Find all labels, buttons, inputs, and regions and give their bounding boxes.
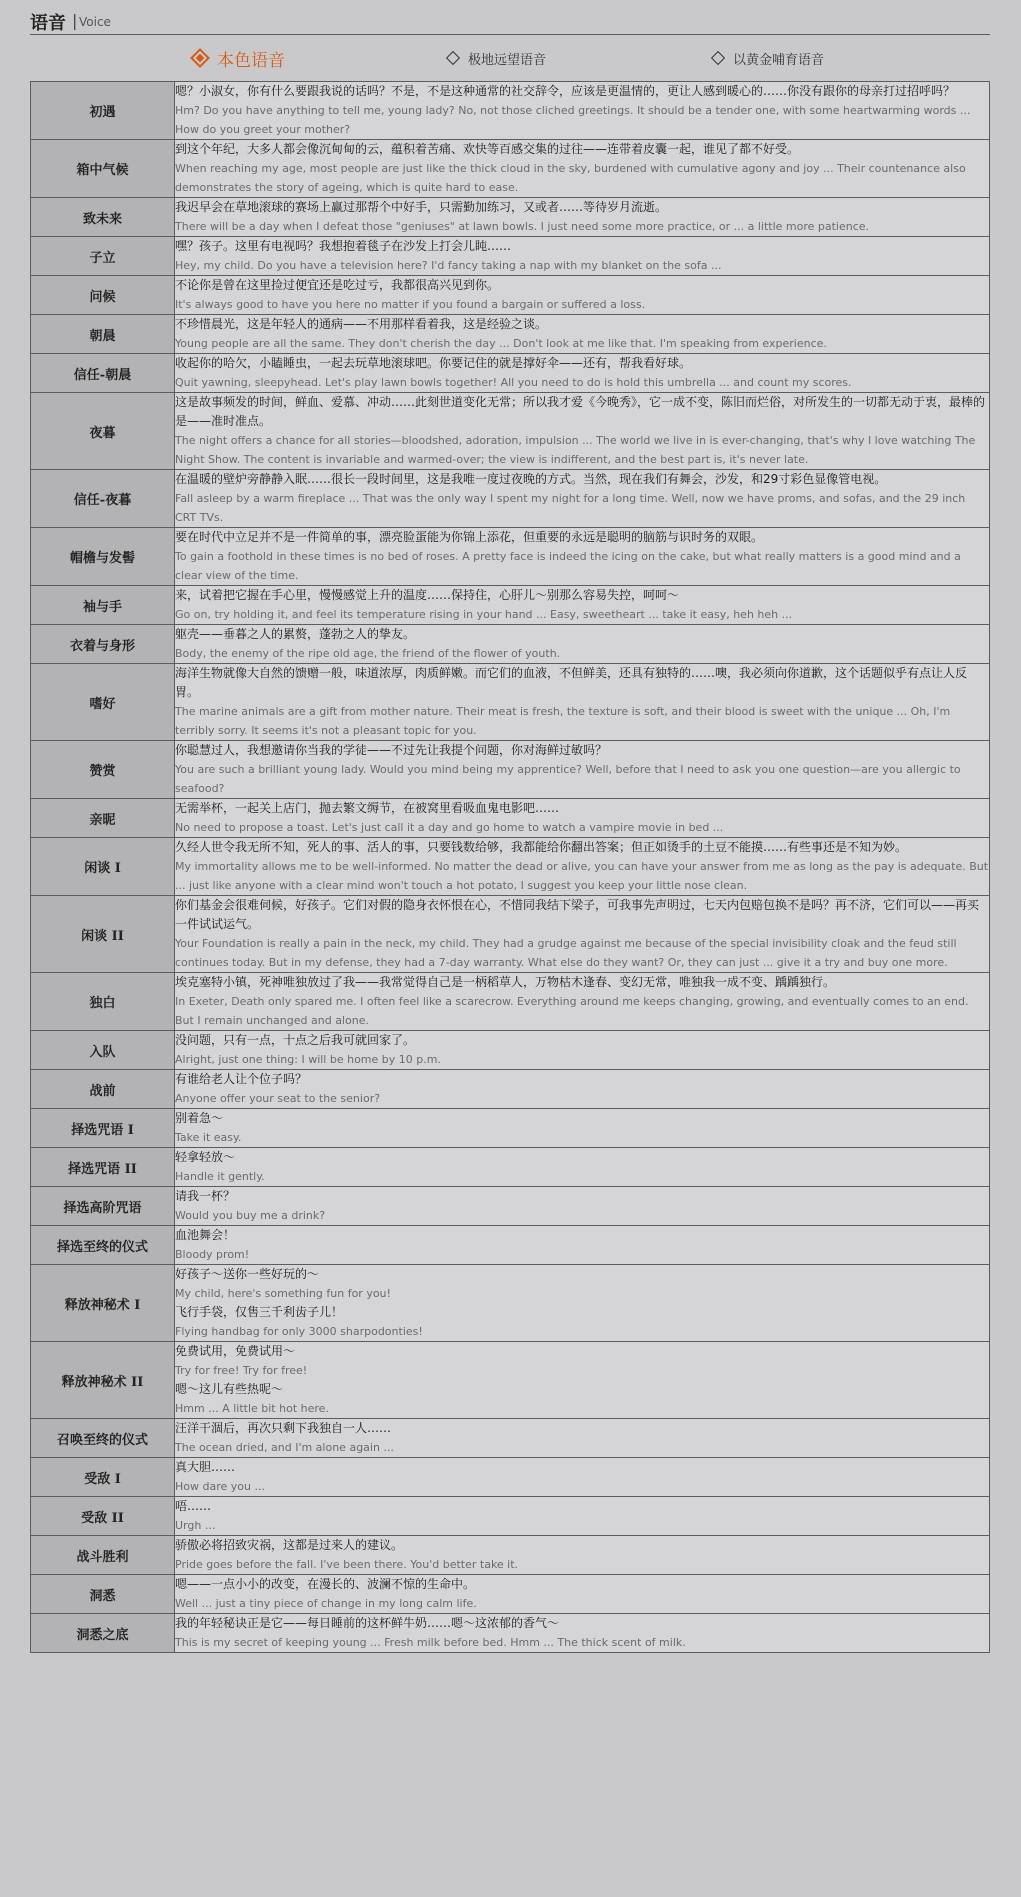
voice-lines (175, 276, 990, 315)
voice-line-cn: 你们基金会很难伺候，好孩子。它们对假的隐身衣怀恨在心，不惜同我结下梁子，可我事先声明过，七天内包赔包换不是吗？再不济，它们可以——再买一件试试运气。 (175, 898, 980, 931)
voice-line-cn: 不珍惜晨光，这是年轻人的通病——不用那样看着我，这是经验之谈。 (175, 317, 548, 331)
voice-line-cn: 唔…… (175, 1499, 212, 1513)
voice-name: 信任-朝晨 (31, 354, 175, 393)
voice-lines (175, 586, 990, 625)
voice-row (31, 664, 990, 741)
voice-line-en: Handle it gently. (175, 1170, 265, 1183)
voice-line-cn: 嗯～这儿有些热呢～ (175, 1382, 284, 1396)
voice-lines (175, 470, 990, 528)
voice-line-cn: 埃克塞特小镇，死神唯独放过了我——我常觉得自己是一柄稻草人，万物枯木逢春、变幻无常，唯独我一成不变、踽踽独行。 (175, 975, 836, 989)
voice-name: 闲谈 I (31, 838, 175, 896)
voice-row (31, 1148, 990, 1187)
voice-line-en: My child, here's something fun for you! (175, 1287, 391, 1300)
voice-row (31, 625, 990, 664)
voice-line-en: You are such a brilliant young lady. Would you mind being my apprentice? Well, before that I need to ask you one question—are you allergic to seafood? (175, 763, 961, 795)
voice-row (31, 799, 990, 838)
voice-lines (175, 1497, 990, 1536)
voice-line-en: The marine animals are a gift from mother nature. Their meat is fresh, the texture is soft, and their blood is sweet with the unique ... Oh, I'm terribly sorry. It seems it's not a pleasant topic for you. (175, 705, 951, 737)
voice-row (31, 470, 990, 528)
voice-line-en: Hey, my child. Do you have a television here? I'd fancy taking a nap with my blanket on the sofa ... (175, 259, 722, 272)
tab-gold-voice[interactable] (713, 46, 824, 70)
voice-lines (175, 896, 990, 973)
voice-name: 赞赏 (31, 741, 175, 799)
voice-line-cn: 嗯？小淑女，你有什么要跟我说的话吗？不是，不是这种通常的社交辞令，应该是更温情的，更让人感到暖心的……你没有跟你的母亲打过招呼吗？ (175, 84, 956, 98)
voice-name: 闲谈 II (31, 896, 175, 973)
voice-lines (175, 1109, 990, 1148)
voice-line-en: Anyone offer your seat to the senior? (175, 1092, 381, 1105)
voice-line-cn: 无需举杯，一起关上店门，抛去繁文缛节，在被窝里看吸血鬼电影吧…… (175, 801, 560, 815)
voice-row (31, 1458, 990, 1497)
voice-name: 入队 (31, 1031, 175, 1070)
voice-line-en: Bloody prom! (175, 1248, 250, 1261)
voice-line-en: Fall asleep by a warm fireplace ... That was the only way I spent my night for a long time. Well, now we have proms, and sofas, and the 29 inch CRT TVs. (175, 492, 966, 524)
voice-name: 箱中气候 (31, 140, 175, 198)
voice-line-cn: 收起你的哈欠，小瞌睡虫，一起去玩草地滚球吧。你要记住的就是撑好伞——还有，帮我看好球。 (175, 356, 692, 370)
voice-name: 洞悉之底 (31, 1614, 175, 1653)
voice-lines (175, 1226, 990, 1265)
voice-lines (175, 838, 990, 896)
voice-row (31, 973, 990, 1031)
voice-line-en: Quit yawning, sleepyhead. Let's play lawn bowls together! All you need to do is hold this umbrella ... and count my scores. (175, 376, 852, 389)
voice-row (31, 237, 990, 276)
voice-lines (175, 528, 990, 586)
page-subtitle: Voice (79, 15, 111, 29)
voice-line-cn: 嘿？孩子。这里有电视吗？我想抱着毯子在沙发上打会儿盹…… (175, 239, 512, 253)
voice-line-cn: 在温暖的壁炉旁静静入眠……很长一段时间里，这是我唯一度过夜晚的方式。当然，现在我们有舞会，沙发，和29寸彩色显像管电视。 (175, 472, 887, 486)
diamond-icon (190, 48, 210, 68)
voice-line-en: Go on, try holding it, and feel its temperature rising in your hand ... Easy, sweetheart ... take it easy, heh heh ... (175, 608, 793, 621)
voice-row (31, 140, 990, 198)
voice-row (31, 82, 990, 140)
voice-row (31, 1536, 990, 1575)
voice-lines (175, 1419, 990, 1458)
voice-lines (175, 1265, 990, 1342)
tab-label: 以黄金哺育语音 (733, 52, 825, 68)
voice-table (30, 81, 990, 1653)
page-header (30, 8, 990, 35)
voice-row (31, 1419, 990, 1458)
voice-row (31, 198, 990, 237)
voice-line-cn: 别着急～ (175, 1111, 224, 1125)
voice-line-en: Hm? Do you have anything to tell me, young lady? No, not those cliched greetings. It should be a tender one, with some heartwarming words ... How do you greet your mother? (175, 104, 971, 136)
voice-line-en: When reaching my age, most people are just like the thick cloud in the sky, burdened with cumulative agony and joy ... Their countenance also demonstrates the story of ageing, which is quite hard to ease. (175, 162, 966, 194)
voice-lines (175, 1458, 990, 1497)
voice-row (31, 1575, 990, 1614)
voice-line-en: Well ... just a tiny piece of change in my long calm life. (175, 1597, 477, 1610)
voice-row (31, 1497, 990, 1536)
voice-line-en: Take it easy. (175, 1131, 242, 1144)
voice-name: 子立 (31, 237, 175, 276)
voice-line-en: Young people are all the same. They don't cherish the day ... Don't look at me like that. I'm speaking from experience. (175, 337, 827, 350)
voice-name: 夜暮 (31, 393, 175, 470)
voice-line-cn: 来，试着把它握在手心里，慢慢感觉上升的温度……保持住，心肝儿～别那么容易失控，呵呵～ (175, 588, 680, 602)
voice-lines (175, 1575, 990, 1614)
voice-name: 帽檐与发髻 (31, 528, 175, 586)
voice-line-cn: 躯壳——垂暮之人的累赘，蓬勃之人的挚友。 (175, 627, 416, 641)
voice-name: 洞悉 (31, 1575, 175, 1614)
voice-lines (175, 741, 990, 799)
voice-line-cn: 要在时代中立足并不是一件简单的事，漂亮脸蛋能为你锦上添花，但重要的永远是聪明的脑筋与识时务的双眼。 (175, 530, 764, 544)
voice-line-cn: 我迟早会在草地滚球的赛场上赢过那帮个中好手，只需勤加练习，又或者……等待岁月流逝。 (175, 200, 668, 214)
voice-lines (175, 1614, 990, 1653)
voice-name: 致未来 (31, 198, 175, 237)
voice-row (31, 586, 990, 625)
voice-line-cn: 真大胆…… (175, 1460, 236, 1474)
voice-line-en: There will be a day when I defeat those "geniuses" at lawn bowls. I just need some more practice, or ... a little more patience. (175, 220, 870, 233)
voice-lines (175, 1536, 990, 1575)
voice-lines (175, 799, 990, 838)
voice-row (31, 896, 990, 973)
voice-row (31, 741, 990, 799)
voice-line-en: To gain a foothold in these times is no bed of roses. A pretty face is indeed the icing on the cake, but what really matters is a good mind and a clear view of the time. (175, 550, 961, 582)
voice-name: 衣着与身形 (31, 625, 175, 664)
voice-name: 朝晨 (31, 315, 175, 354)
voice-name: 初遇 (31, 82, 175, 140)
voice-name: 战斗胜利 (31, 1536, 175, 1575)
voice-line-cn: 骄傲必将招致灾祸，这都是过来人的建议。 (175, 1538, 404, 1552)
voice-row (31, 393, 990, 470)
voice-line-en: This is my secret of keeping young ... Fresh milk before bed. Hmm ... The thick scent of milk. (175, 1636, 686, 1649)
voice-row (31, 1109, 990, 1148)
voice-lines (175, 1031, 990, 1070)
voice-line-cn: 免费试用，免费试用～ (175, 1344, 296, 1358)
voice-line-cn: 我的年轻秘诀正是它——每日睡前的这杯鲜牛奶……嗯～这浓郁的香气～ (175, 1616, 560, 1630)
voice-row (31, 1614, 990, 1653)
voice-line-en: Flying handbag for only 3000 sharpodonties! (175, 1325, 423, 1338)
voice-lines (175, 1187, 990, 1226)
voice-line-cn: 你聪慧过人，我想邀请你当我的学徒——不过先让我提个问题，你对海鲜过敏吗？ (175, 743, 608, 757)
voice-line-en: In Exeter, Death only spared me. I often feel like a scarecrow. Everything around me keeps changing, growing, and eventually comes to an end. But I remain unchanged and alone. (175, 995, 969, 1027)
voice-lines (175, 625, 990, 664)
voice-lines (175, 82, 990, 140)
voice-name: 战前 (31, 1070, 175, 1109)
voice-lines (175, 393, 990, 470)
voice-name: 择选至终的仪式 (31, 1226, 175, 1265)
voice-row (31, 354, 990, 393)
voice-row (31, 1342, 990, 1419)
tab-polar-voice[interactable] (448, 46, 546, 70)
title-separator: | (72, 11, 78, 30)
voice-line-cn: 轻拿轻放～ (175, 1150, 236, 1164)
voice-line-cn: 久经人世令我无所不知，死人的事、活人的事，只要钱数给够，我都能给你翻出答案；但正如烫手的土豆不能摸……有些事还是不知为妙。 (175, 840, 908, 854)
voice-line-cn: 有谁给老人让个位子吗？ (175, 1072, 308, 1086)
voice-line-cn: 汪洋干涸后，再次只剩下我独自一人…… (175, 1421, 392, 1435)
diamond-icon (446, 51, 460, 65)
voice-line-cn: 飞行手袋，仅售三千利齿子儿！ (175, 1305, 344, 1319)
voice-name: 信任-夜暮 (31, 470, 175, 528)
tab-label: 极地远望语音 (468, 52, 547, 68)
voice-line-en: How dare you ... (175, 1480, 265, 1493)
voice-lines (175, 140, 990, 198)
voice-line-cn: 嗯——一点小小的改变，在漫长的、波澜不惊的生命中。 (175, 1577, 476, 1591)
voice-line-cn: 没问题，只有一点，十点之后我可就回家了。 (175, 1033, 416, 1047)
voice-row (31, 1070, 990, 1109)
voice-row (31, 315, 990, 354)
voice-row (31, 1031, 990, 1070)
voice-name: 择选咒语 II (31, 1148, 175, 1187)
voice-line-en: The night offers a chance for all stories—bloodshed, adoration, impulsion ... The world we live in is ever-changing, that's why I love watching The Night Show. The content is invariable and warmed-over; the view is indifferent, and the best part is, it's never late. (175, 434, 976, 466)
voice-line-cn: 海洋生物就像大自然的馈赠一般，味道浓厚，肉质鲜嫩。而它们的血液，不但鲜美，还具有独特的……噢，我必须向你道歉，这个话题似乎有点让人反胃。 (175, 666, 968, 699)
voice-line-en: The ocean dried, and I'm alone again ... (175, 1441, 394, 1454)
voice-name: 择选咒语 I (31, 1109, 175, 1148)
voice-line-cn: 到这个年纪，大多人都会像沉甸甸的云，蕴积着苦痛、欢快等百感交集的过往——连带着皮囊一起，谁见了都不好受。 (175, 142, 800, 156)
voice-line-en: Would you buy me a drink? (175, 1209, 326, 1222)
voice-line-en: Pride goes before the fall. I've been there. You'd better take it. (175, 1558, 519, 1571)
voice-row (31, 528, 990, 586)
voice-name: 择选高阶咒语 (31, 1187, 175, 1226)
voice-lines (175, 973, 990, 1031)
voice-lines (175, 237, 990, 276)
voice-line-cn: 请我一杯？ (175, 1189, 236, 1203)
voice-name: 问候 (31, 276, 175, 315)
voice-name: 召唤至终的仪式 (31, 1419, 175, 1458)
voice-line-en: Alright, just one thing: I will be home by 10 p.m. (175, 1053, 441, 1066)
voice-lines (175, 1342, 990, 1419)
voice-name: 独白 (31, 973, 175, 1031)
voice-line-cn: 好孩子～送你一些好玩的～ (175, 1267, 320, 1281)
voice-line-en: Body, the enemy of the ripe old age, the friend of the flower of youth. (175, 647, 561, 660)
voice-name: 袖与手 (31, 586, 175, 625)
voice-row (31, 1265, 990, 1342)
diamond-icon (711, 51, 725, 65)
voice-line-en: Hmm ... A little bit hot here. (175, 1402, 329, 1415)
voice-row (31, 838, 990, 896)
voice-name: 嗜好 (31, 664, 175, 741)
tab-default-voice[interactable] (193, 46, 285, 70)
voice-lines (175, 198, 990, 237)
voice-tabs (30, 46, 990, 72)
voice-line-cn: 不论你是曾在这里捡过便宜还是吃过亏，我都很高兴见到你。 (175, 278, 500, 292)
voice-name: 释放神秘术 II (31, 1342, 175, 1419)
voice-line-en: No need to propose a toast. Let's just call it a day and go home to watch a vampire movie in bed ... (175, 821, 724, 834)
voice-row (31, 1187, 990, 1226)
voice-lines (175, 1070, 990, 1109)
voice-row (31, 276, 990, 315)
voice-lines (175, 315, 990, 354)
voice-lines (175, 354, 990, 393)
voice-line-en: Try for free! Try for free! (175, 1364, 308, 1377)
voice-lines (175, 664, 990, 741)
voice-line-cn: 这是故事频发的时间，鲜血、爱慕、冲动……此刻世道变化无常；所以我才爱《今晚秀》，它一成不变，陈旧而烂俗，对所发生的一切都无动于衷，最棒的是——准时准点。 (175, 395, 986, 428)
voice-lines (175, 1148, 990, 1187)
voice-name: 受敌 I (31, 1458, 175, 1497)
voice-name: 受敌 II (31, 1497, 175, 1536)
voice-row (31, 1226, 990, 1265)
voice-line-cn: 血池舞会！ (175, 1228, 236, 1242)
tab-label: 本色语音 (217, 50, 285, 71)
voice-name: 释放神秘术 I (31, 1265, 175, 1342)
voice-line-en: Your Foundation is really a pain in the neck, my child. They had a grudge against me because of the special invisibility cloak and the feud still continues today. But in my defense, they had a 7-day warranty. What else do they want? Or, they can just ... give it a try and buy one more. (175, 937, 957, 969)
voice-line-en: My immortality allows me to be well-informed. No matter the dead or alive, you can have your answer from me as long as the pay is adequate. But ... just like anyone with a clear mind won't touch a hot potato, I suggest you keep your little nose clean. (175, 860, 989, 892)
page-title: 语音 (30, 13, 66, 34)
voice-line-en: It's always good to have you here no matter if you found a bargain or suffered a loss. (175, 298, 646, 311)
voice-name: 亲昵 (31, 799, 175, 838)
voice-line-en: Urgh ... (175, 1519, 216, 1532)
